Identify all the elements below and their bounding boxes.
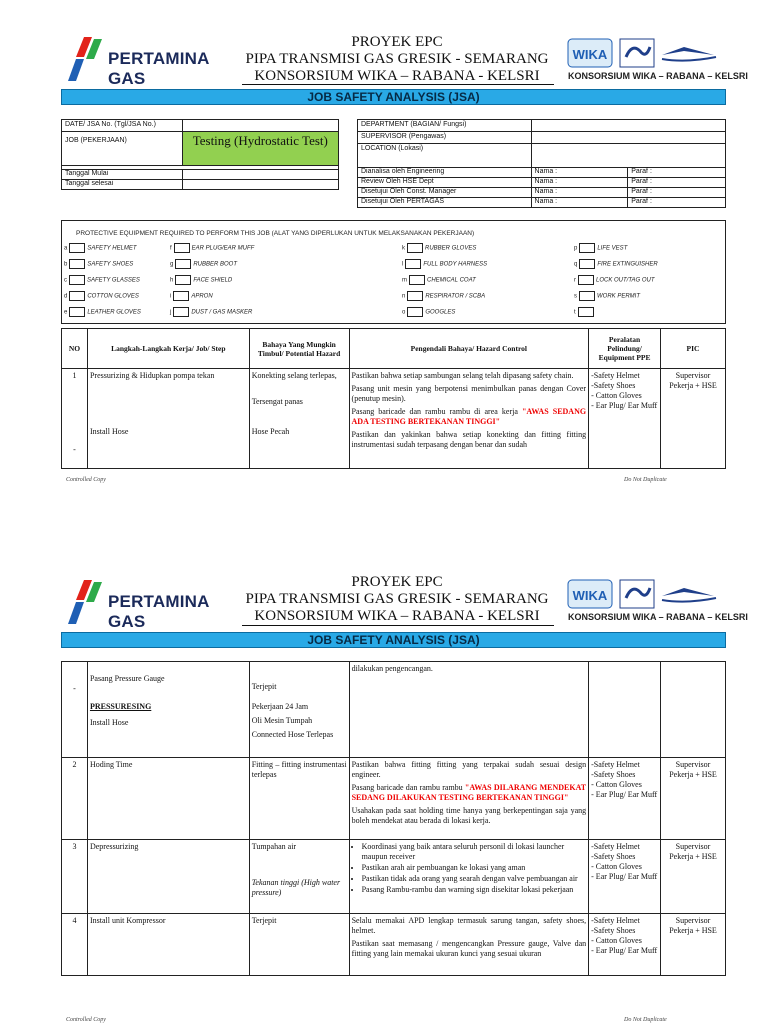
step-text: Install Hose xyxy=(89,427,129,436)
ppe-letter: s xyxy=(574,293,577,300)
ppe-checkbox[interactable] xyxy=(173,291,189,301)
ppe-checkbox[interactable] xyxy=(175,275,191,285)
hazard-text: Oli Mesin Tumpah xyxy=(251,716,313,725)
consortium-caption: KONSORSIUM WIKA – RABANA – KELSRI xyxy=(568,612,748,622)
control-text: Pastikan bahwa setiap sambungan selang telah dipasang safety chain. xyxy=(351,371,574,380)
ppe-line: - Catton Gloves xyxy=(591,391,642,400)
control-text-part: Pasang baricade dan rambu rambu di area kerja xyxy=(351,407,522,416)
ppe-label: CHEMICAL COAT xyxy=(427,277,476,284)
ppe-checklist xyxy=(61,220,726,324)
ppe-item[interactable] xyxy=(64,243,137,253)
ppe-letter: a xyxy=(64,245,68,252)
tanggal-selesai-label: Tanggal selesai xyxy=(62,180,183,190)
ppe-letter: k xyxy=(402,245,405,252)
page-2 xyxy=(0,562,768,1024)
ppe-item[interactable] xyxy=(402,259,487,269)
row-pic: Supervisor Pekerja + HSE xyxy=(661,369,726,469)
jsa-title-bar: JOB SAFETY ANALYSIS (JSA) xyxy=(61,89,726,105)
row-ppe xyxy=(589,840,661,914)
ppe-label: SAFETY GLASSES xyxy=(87,277,140,284)
ppe-checkbox[interactable] xyxy=(407,243,423,253)
row-number: 1 xyxy=(72,371,77,380)
hazard-text: Tumpahan air xyxy=(251,842,297,851)
control-text xyxy=(352,407,587,427)
ppe-heading: PROTECTIVE EQUIPMENT REQUIRED TO PERFORM THIS JOB (ALAT YANG DIPERLUKAN UNTUK MELAKSANAKAN PEKERJAAN) xyxy=(76,230,475,237)
row-ppe xyxy=(589,662,661,758)
ppe-label: LOCK OUT/TAG OUT xyxy=(596,277,655,284)
row-hazard: Terjepit xyxy=(249,914,349,976)
jsa-steps-table xyxy=(61,328,726,469)
col-ppe: Peralatan Pelindung/ Equipment PPE xyxy=(589,329,661,369)
ppe-label: FULL BODY HARNESS xyxy=(423,261,488,268)
approval-label: Disetujui Oleh Const. Manager xyxy=(358,188,532,198)
ppe-letter: i xyxy=(170,293,172,300)
approval-nama[interactable]: Nama : xyxy=(531,168,628,178)
job-label: JOB (PEKERJAAN) xyxy=(62,132,183,166)
supervisor-label: SUPERVISOR (Pengawas) xyxy=(358,132,532,144)
row-dash: - xyxy=(73,684,76,693)
approval-label: Review Oleh HSE Dept xyxy=(358,178,532,188)
control-text: Pastikan bahwa fitting fitting yang terpakai sudah sesuai design engineer. xyxy=(351,760,587,779)
col-hazard: Bahaya Yang Mungkin Timbul/ Potential Hazard xyxy=(249,329,349,369)
wika-rabana-kelsri-icons xyxy=(566,578,726,612)
ppe-checkbox[interactable] xyxy=(407,291,423,301)
ppe-letter: h xyxy=(170,277,174,284)
row-pic: Supervisor Pekerja + HSE xyxy=(661,914,726,976)
control-bullet: • Pastikan arah air pembuangan ke lokasi yang aman xyxy=(362,863,587,873)
consortium-logos xyxy=(566,578,748,628)
ppe-letter: d xyxy=(64,293,68,300)
ppe-label: RESPIRATOR / SCBA xyxy=(425,293,486,300)
hazard-text: Pekerjaan 24 Jam xyxy=(251,702,309,711)
ppe-label: SAFETY SHOES xyxy=(87,261,134,268)
row-steps: Install unit Kompressor xyxy=(87,914,249,976)
ppe-line: -Safety Helmet xyxy=(591,760,640,769)
ppe-label: WORK PERMIT xyxy=(597,293,640,300)
footer-left: Controlled Copy xyxy=(66,1017,106,1023)
page-1 xyxy=(0,0,768,500)
ppe-line: -Safety Shoes xyxy=(591,926,636,935)
job-value: Testing (Hydrostatic Test) xyxy=(182,132,338,166)
approval-nama[interactable]: Nama : xyxy=(531,198,628,208)
footer-right: Do Not Duplicate xyxy=(624,477,667,483)
ppe-item[interactable] xyxy=(402,307,455,317)
pertamina-gas-wordmark: PERTAMINA GAS xyxy=(108,49,209,88)
ppe-line: -Safety Shoes xyxy=(591,852,636,861)
ppe-checkbox[interactable] xyxy=(174,243,190,253)
ppe-letter: g xyxy=(170,261,174,268)
row-steps: Hoding Time xyxy=(87,758,249,840)
ppe-letter: n xyxy=(402,293,406,300)
ppe-checkbox[interactable] xyxy=(69,259,85,269)
row-steps xyxy=(87,662,249,758)
control-bullet: • Pastikan tidak ada orang yang searah dengan valve pembuangan air xyxy=(362,874,587,884)
ppe-label: FACE SHIELD xyxy=(193,277,233,284)
col-control: Pengendali Bahaya/ Hazard Control xyxy=(349,329,589,369)
ppe-line: - Ear Plug/ Ear Muff xyxy=(591,946,658,955)
control-text-part: Pasang baricade dan rambu rambu xyxy=(351,783,465,792)
control-text: Usahakan pada saat holding time hanya yang berkepentingan saja yang boleh mendekat atau berada di lokasi kerja. xyxy=(351,806,587,825)
ppe-checkbox[interactable] xyxy=(405,259,421,269)
ppe-letter: r xyxy=(574,277,576,284)
approval-label: Dianalisa oleh Engineering xyxy=(358,168,532,178)
project-title-line3: KONSORSIUM WIKA – RABANA - KELSRI xyxy=(254,608,540,624)
row-hazard xyxy=(249,840,349,914)
project-title-line1: PROYEK EPC xyxy=(351,34,443,50)
project-title-block xyxy=(238,574,556,625)
ppe-line: - Catton Gloves xyxy=(591,780,642,789)
title-underline xyxy=(242,625,554,626)
ppe-letter: o xyxy=(402,309,406,316)
ppe-line: - Catton Gloves xyxy=(591,862,642,871)
ppe-checkbox[interactable] xyxy=(579,291,595,301)
ppe-line: -Safety Helmet xyxy=(591,916,640,925)
location-label: LOCATION (Lokasi) xyxy=(358,144,532,168)
control-text: Selalu memakai APD lengkap termasuk sarung tangan, safety shoes, helmet. xyxy=(351,916,587,935)
row-no: 2 xyxy=(62,758,88,840)
row-control xyxy=(349,840,589,914)
ppe-item[interactable] xyxy=(64,259,133,269)
row-control xyxy=(349,369,589,469)
ppe-checkbox[interactable] xyxy=(69,291,85,301)
row-pic: Supervisor Pekerja + HSE xyxy=(661,840,726,914)
approval-paraf[interactable]: Paraf : xyxy=(628,178,726,188)
wika-rabana-kelsri-icons xyxy=(566,37,726,71)
row-hazard: Fitting – fitting instrumentasi terlepas xyxy=(249,758,349,840)
ppe-letter: p xyxy=(574,245,578,252)
hazard-text: Connected Hose Terlepas xyxy=(251,730,334,739)
row-no xyxy=(62,369,88,469)
hazard-text: Terjepit xyxy=(251,682,277,691)
approval-nama[interactable]: Nama : xyxy=(531,178,628,188)
row-steps xyxy=(87,369,249,469)
ppe-checkbox[interactable] xyxy=(409,275,425,285)
ppe-item[interactable] xyxy=(64,307,141,317)
row-control xyxy=(349,914,589,976)
svg-text:WIKA: WIKA xyxy=(572,588,608,603)
ppe-letter: m xyxy=(402,277,407,284)
ppe-item[interactable] xyxy=(170,259,237,269)
ppe-letter: c xyxy=(64,277,67,284)
ppe-item[interactable] xyxy=(64,291,139,301)
ppe-letter: e xyxy=(64,309,68,316)
project-title-line2: PIPA TRANSMISI GAS GRESIK - SEMARANG xyxy=(245,51,549,67)
job-info-table xyxy=(61,119,339,190)
ppe-checkbox[interactable] xyxy=(69,243,85,253)
ppe-line: - Catton Gloves xyxy=(591,936,642,945)
control-bullet: • Pasang Rambu-rambu dan warning sign disekitar lokasi pekerjaan xyxy=(362,885,587,895)
project-title-line3: KONSORSIUM WIKA – RABANA - KELSRI xyxy=(254,68,540,84)
step-text: Pasang Pressure Gauge xyxy=(89,674,165,683)
row-control xyxy=(349,758,589,840)
ppe-item[interactable] xyxy=(170,275,232,285)
ppe-label: COTTON GLOVES xyxy=(87,293,139,300)
ppe-item[interactable] xyxy=(170,243,254,253)
ppe-item[interactable] xyxy=(402,243,476,253)
ppe-label: GOOGLES xyxy=(425,309,456,316)
date-label: DATE/ JSA No. (Tgl/JSA No.) xyxy=(62,120,183,132)
ppe-item[interactable] xyxy=(64,275,140,285)
approval-nama[interactable]: Nama : xyxy=(531,188,628,198)
hazard-text: Hose Pecah xyxy=(251,427,290,436)
row-ppe xyxy=(589,758,661,840)
ppe-item[interactable] xyxy=(402,291,485,301)
row-steps: Depressurizing xyxy=(87,840,249,914)
project-title-line2: PIPA TRANSMISI GAS GRESIK - SEMARANG xyxy=(245,591,549,607)
hazard-text: Tersengat panas xyxy=(251,397,303,406)
ppe-checkbox[interactable] xyxy=(578,275,594,285)
approval-paraf[interactable]: Paraf : xyxy=(628,168,726,178)
control-text: dilakukan pengencangan. xyxy=(351,664,433,673)
row-pic: Supervisor Pekerja + HSE xyxy=(661,758,726,840)
row-no: 4 xyxy=(62,914,88,976)
pertamina-arrow-icon xyxy=(62,580,106,626)
row-ppe xyxy=(589,369,661,469)
footer-left: Controlled Copy xyxy=(66,477,106,483)
ppe-item[interactable] xyxy=(574,243,627,253)
ppe-letter: q xyxy=(574,261,578,268)
date-value[interactable] xyxy=(182,120,338,132)
ppe-checkbox[interactable] xyxy=(69,307,85,317)
ppe-checkbox[interactable] xyxy=(579,243,595,253)
ppe-item[interactable] xyxy=(574,259,658,269)
ppe-label: RUBBER BOOT xyxy=(193,261,238,268)
project-title-block xyxy=(238,34,556,85)
ppe-item[interactable] xyxy=(574,275,655,285)
control-text xyxy=(352,783,587,803)
ppe-item[interactable] xyxy=(170,291,213,301)
ppe-label: FIRE EXTINGUISHER xyxy=(597,261,658,268)
ppe-line: -Safety Helmet xyxy=(591,371,640,380)
control-bullets xyxy=(362,842,587,895)
ppe-line: -Safety Shoes xyxy=(591,381,636,390)
ppe-line: - Ear Plug/ Ear Muff xyxy=(591,790,658,799)
row-no: 3 xyxy=(62,840,88,914)
warning-text: "AWAS DILARANG MENDEKAT SEDANG DILAKUKAN TESTING BERTEKANAN TINGGI" xyxy=(351,783,587,802)
row-pic xyxy=(661,662,726,758)
pertamina-gas-logo xyxy=(62,37,232,88)
pertamina-gas-logo xyxy=(62,580,232,631)
control-text: Pastikan dan yakinkan bahwa setiap konekting dan fitting fitting instrumentasi sudah terpasang dengan benar dan sudah xyxy=(351,430,587,449)
ppe-line: -Safety Helmet xyxy=(591,842,640,851)
ppe-line: -Safety Shoes xyxy=(591,770,636,779)
hazard-text: Konekting selang terlepas, xyxy=(251,371,337,380)
row-control xyxy=(349,662,589,758)
title-underline xyxy=(242,84,554,85)
step-text: Pressurizing & Hidupkan pompa tekan xyxy=(89,371,215,380)
ppe-checkbox[interactable] xyxy=(579,259,595,269)
control-bullet: • Koordinasi yang baik antara seluruh personil di lokasi launcher maupun receiver xyxy=(362,842,587,862)
col-no: NO xyxy=(62,329,88,369)
ppe-label: LEATHER GLOVES xyxy=(87,309,141,316)
row-hazard xyxy=(249,662,349,758)
hazard-text: Tekanan tinggi (High water pressure) xyxy=(251,878,341,897)
ppe-label: DUST / GAS MASKER xyxy=(191,309,253,316)
project-title-line1: PROYEK EPC xyxy=(351,574,443,590)
ppe-letter: l xyxy=(402,261,404,268)
row-dash: - xyxy=(73,445,76,454)
ppe-item[interactable] xyxy=(574,307,596,317)
ppe-checkbox[interactable] xyxy=(175,259,191,269)
department-label: DEPARTMENT (BAGIAN/ Fungsi) xyxy=(358,120,532,132)
ppe-checkbox[interactable] xyxy=(69,275,85,285)
ppe-item[interactable] xyxy=(170,307,252,317)
jsa-steps-table-continued xyxy=(61,661,726,976)
row-no xyxy=(62,662,88,758)
consortium-caption: KONSORSIUM WIKA – RABANA – KELSRI xyxy=(568,71,748,81)
ppe-letter: f xyxy=(170,245,172,252)
ppe-label: RUBBER GLOVES xyxy=(425,245,477,252)
pertamina-gas-wordmark: PERTAMINA GAS xyxy=(108,592,209,631)
ppe-letter: j xyxy=(170,309,172,316)
supervisor-value[interactable] xyxy=(531,132,725,144)
step-text: PRESSURESING xyxy=(89,702,152,711)
ppe-letter: t xyxy=(574,309,576,316)
tanggal-mulai-value[interactable] xyxy=(182,170,338,180)
approval-table xyxy=(357,119,726,208)
ppe-label: APRON xyxy=(191,293,213,300)
tanggal-mulai-label: Tanggal Mulai xyxy=(62,170,183,180)
department-value[interactable] xyxy=(531,120,725,132)
ppe-checkbox[interactable] xyxy=(578,307,594,317)
approval-label: Disetujui Oleh PERTAGAS xyxy=(358,198,532,208)
ppe-checkbox[interactable] xyxy=(173,307,189,317)
ppe-line: - Ear Plug/ Ear Muff xyxy=(591,872,658,881)
row-ppe xyxy=(589,914,661,976)
ppe-line: - Ear Plug/ Ear Muff xyxy=(591,401,658,410)
ppe-label: EAR PLUG/EAR MUFF xyxy=(191,245,255,252)
warning-text: "AWAS SEDANG ADA TESTING BERTEKANAN TINGGI" xyxy=(351,407,587,426)
ppe-letter: b xyxy=(64,261,68,268)
ppe-checkbox[interactable] xyxy=(407,307,423,317)
row-hazard xyxy=(249,369,349,469)
ppe-label: LIFE VEST xyxy=(597,245,628,252)
pertamina-arrow-icon xyxy=(62,37,106,83)
footer-right: Do Not Duplicate xyxy=(624,1017,667,1023)
consortium-logos xyxy=(566,37,748,87)
approval-paraf[interactable]: Paraf : xyxy=(628,188,726,198)
control-text: Pastikan saat memasang / mengencangkan Pressure gauge, Valve dan fitting yang lain memakai ukuran kunci yang sesuai ukuran xyxy=(351,939,587,958)
control-text: Pasang unit mesin yang berpotensi menimbulkan panas dengan Cover (penutup mesin). xyxy=(351,384,587,403)
location-value[interactable] xyxy=(531,144,725,168)
jsa-title-bar: JOB SAFETY ANALYSIS (JSA) xyxy=(61,632,726,648)
tanggal-selesai-value[interactable] xyxy=(182,180,338,190)
step-text: Install Hose xyxy=(89,718,129,727)
col-steps: Langkah-Langkah Kerja/ Job/ Step xyxy=(87,329,249,369)
approval-paraf[interactable]: Paraf : xyxy=(628,198,726,208)
ppe-label: SAFETY HELMET xyxy=(87,245,137,252)
svg-text:WIKA: WIKA xyxy=(572,47,608,62)
ppe-item[interactable] xyxy=(574,291,640,301)
ppe-item[interactable] xyxy=(402,275,476,285)
col-pic: PIC xyxy=(661,329,726,369)
